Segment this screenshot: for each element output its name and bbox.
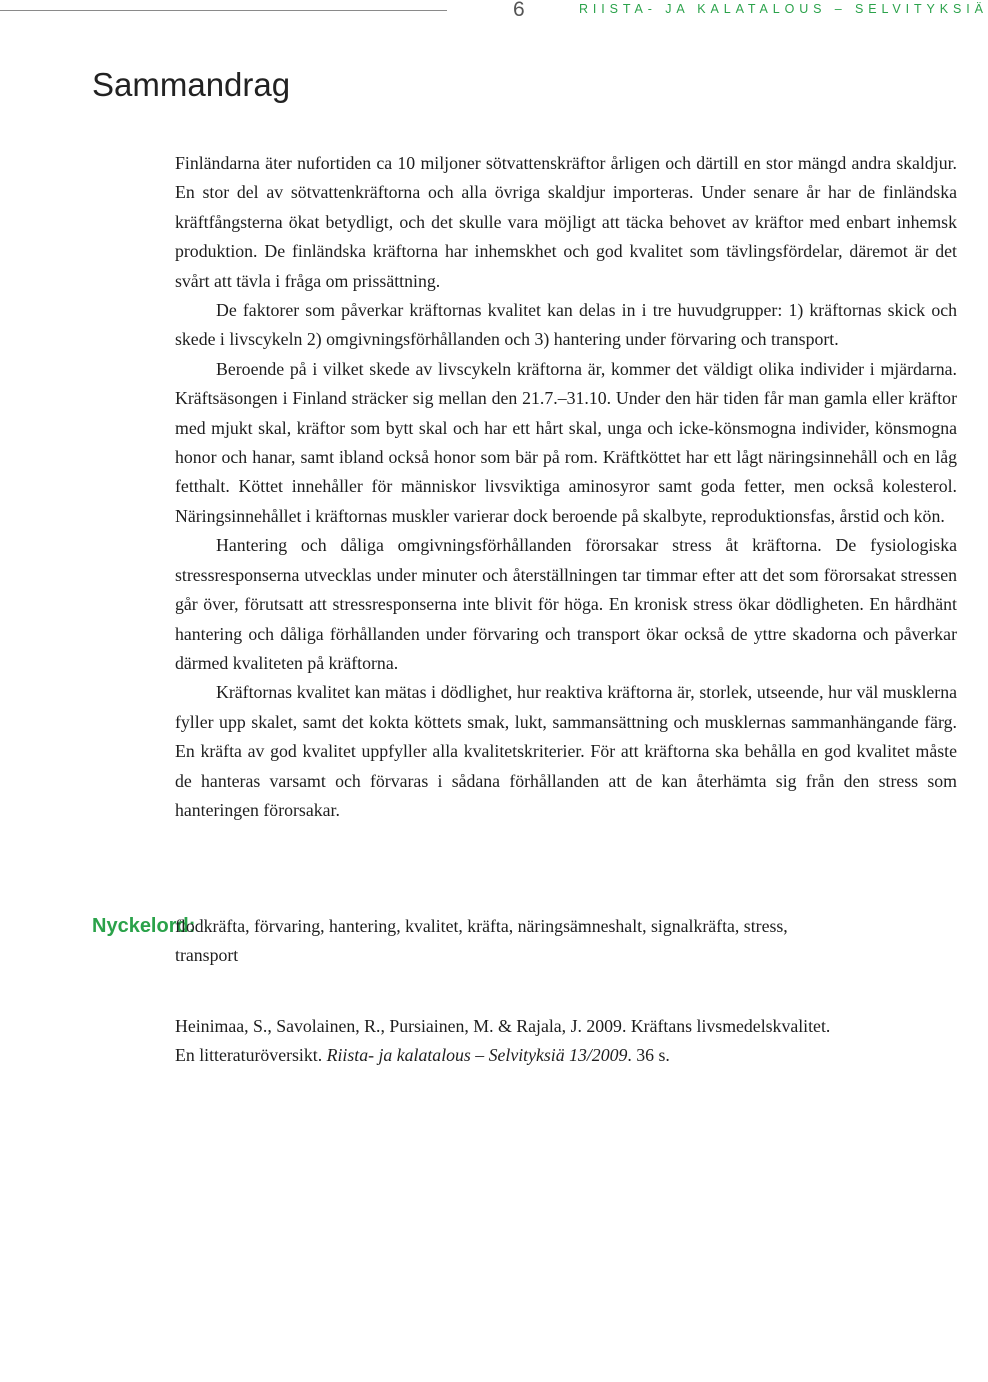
running-head-series: RIISTA- JA KALATALOUS [579,2,827,16]
citation-pages: . 36 s. [627,1045,670,1066]
running-head [579,2,988,16]
page-number: 6 [513,0,525,21]
section-title: Sammandrag [92,66,291,103]
citation-series: Riista- ja kalatalous – Selvityksiä 13/2009 [326,1045,628,1066]
paragraph: Finländarna äter nufortiden ca 10 miljoner sötvattenskräftor årligen och därtill en stor mängd andra skaldjur. En stor del av sötvattenkräftorna och alla övriga skaldjur importeras. Under senare år har de finländska kräftfångsterna ökat betydligt, och det skulle vara möjligt att täcka behovet av kräftor med enbart inhemsk produktion. De finländska kräftorna har inhemskhet och god kvalitet som tävlingsfördelar, däremot är det svårt att tävla i fråga om prissättning. [175,153,957,291]
header-rule [0,10,447,11]
keywords-line-2: transport [175,945,239,966]
keywords [92,912,952,971]
paragraph: Beroende på i vilket skede av livscykeln kräftorna är, kommer det väldigt olika individer i mjärdarna. Kräftsäsongen i Finland sträcker sig mellan den 21.7.–31.10. Under den här tiden får man gamla eller kräftor med mjukt skal, kräftor som bytt skal och har ett hårt skal, unga och icke-könsmogna individer, könsmogna honor och hanar, samt ibland också honor som bär på rom. Kräftköttet har ett lågt näringsinnehåll och en låg fetthalt. Köttet innehåller för människor livsviktiga aminosyror samt goda fetter, men också kolesterol. Näringsinnehållet i kräftornas muskler varierar dock beroende på skalbyte, reproduktionsfas, årstid och kön. [175,358,957,526]
running-head-subseries: SELVITYKSIÄ [855,2,988,16]
citation-authors: Heinimaa, S., Savolainen, R., Pursiainen, M. & Rajala, J. 2009. Kräftans livsmedelskvalitet. [175,1016,831,1036]
keywords-line-1 [92,912,952,941]
citation [175,1012,965,1071]
citation-line-2 [175,1041,965,1070]
running-head-dash: – [826,2,855,16]
keywords-list: flodkräfta, förvaring, hantering, kvalitet, kräfta, näringsämneshalt, signalkräfta, stress, [175,916,788,936]
keywords-label: Nyckelord: [92,915,196,937]
paragraph: Kräftornas kvalitet kan mätas i dödlighet, hur reaktiva kräftorna är, storlek, utseende, hur väl musklerna fyller upp skalet, samt det kokta köttets smak, lukt, sammansättning och musklernas sammanhängande färg. En kräfta av god kvalitet uppfyller alla kvalitetskriterier. För att kräftorna ska behålla en god kvalitet måste de hanteras varsamt och förvaras i sådana förhållanden att de kan återhämta sig från den stress som hanteringen förorsakar. [175,682,957,820]
paragraph: De faktorer som påverkar kräftornas kvalitet kan delas in i tre huvudgrupper: 1) kräftornas skick och skede i livscykeln 2) omgivningsförhållanden och 3) hantering under förvaring och transport. [175,300,957,350]
body-text [175,149,957,825]
citation-subtitle: En litteraturöversikt. [175,1045,323,1066]
paragraph: Hantering och dåliga omgivningsförhållanden förorsakar stress åt kräftorna. De fysiologiska stressresponserna utvecklas under minuter och återställningen tar timmar efter att det som förorsakat stressen går över, förutsatt att stressresponserna inte blivit för höga. En kronisk stress ökar dödligheten. En hårdhänt hantering och dåliga förhållanden under förvaring och transport ökar också de yttre skadorna och påverkar därmed kvaliteten på kräftorna. [175,535,957,673]
